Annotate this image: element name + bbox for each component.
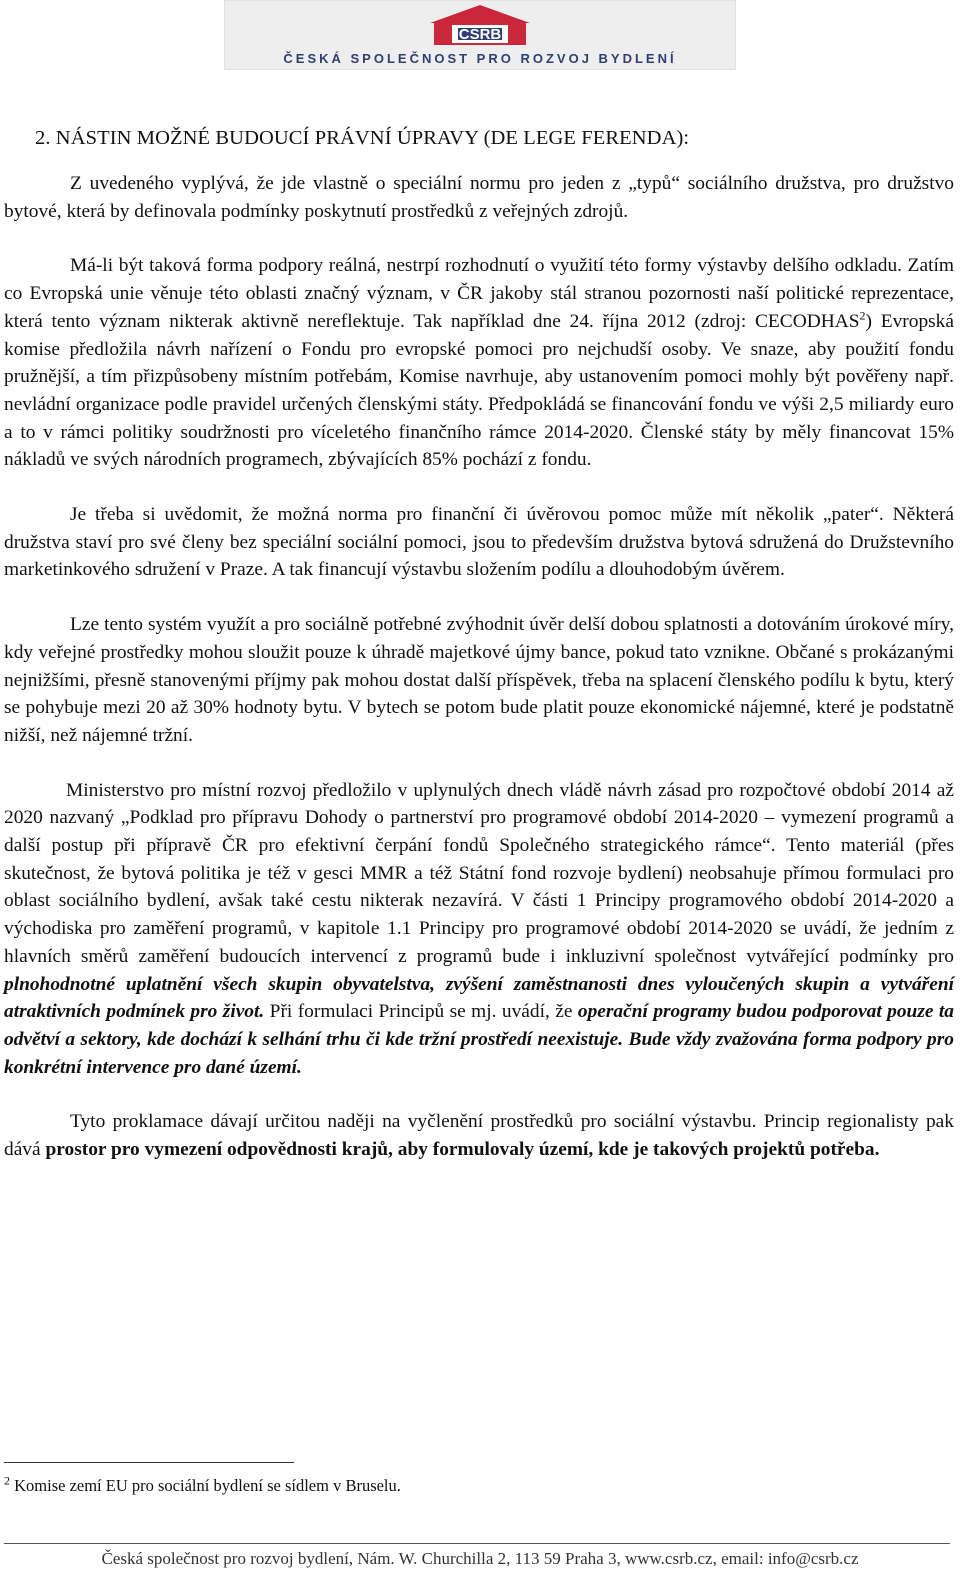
- footnote-number: 2: [4, 1473, 10, 1488]
- paragraph-6-bold: prostor pro vymezení odpovědnosti krajů, aby formulovaly území, kde je takových projektů potřeba.: [45, 1139, 880, 1161]
- paragraph-6: [4, 1108, 954, 1163]
- paragraph-2: [4, 252, 954, 474]
- page-footer: Česká společnost pro rozvoj bydlení, Nám. W. Churchilla 2, 113 59 Praha 3, www.csrb.cz, email: info@csrb.cz: [101, 1549, 859, 1568]
- paragraph-1: Z uvedeného vyplývá, že jde vlastně o speciální normu pro jeden z „typů“ sociálního družstva, pro družstvo bytové, která by definovala podmínky poskytnutí prostředků z veřejných zdrojů.: [4, 173, 954, 222]
- paragraph-4: Lze tento systém využít a pro sociálně potřebné zvýhodnit úvěr delší dobou splatnosti a dotováním úrokové míry, kdy veřejné prostředky mohou sloužit pouze k úhradě majetkové újmy bance, pokud tato vznikne. Občané s prokázanými nejnižšími, přesně stanovenými příjmy pak mohou dostat další příspěvek, třeba na splacení členského podílu k bytu, který se pohybuje mezi 20 až 30% hodnoty bytu. V bytech se potom bude platit pouze ekonomické nájemné, které je podstatně nižší, než nájemné tržní.: [4, 614, 954, 746]
- csrb-logo-icon: [400, 3, 560, 47]
- footnote-text: Komise zemí EU pro sociální bydlení se sídlem v Bruselu.: [10, 1476, 401, 1495]
- paragraph-5-text-a: Ministerstvo pro místní rozvoj předložilo v uplynulých dnech vládě návrh zásad pro rozpočtové období 2014 až 2020 nazvaný „Podklad pro přípravu Dohody o partnerství pro programové období 2014-2020 – vymezení programů a další postup při přípravě ČR pro efektivní čerpání fondů Společného strategického rámce“. Tento materiál (přes skutečnost, že bytová politika je též v gesci MMR a též Státní fond rozvoje bydlení) neobsahuje přímou formulaci pro oblast sociálního bydlení, avšak také cestu nikterak nezavírá. V části 1 Principy programového období 2014-2020 a východiska pro zaměření programů, v kapitole 1.1 Principy pro programové období 2014-2020 se uvádí, že jedním z hlavních směrů zaměření budoucích intervencí z programů bude i inkluzivní společnost vytvářející podmínky pro: [4, 779, 954, 967]
- document-body: [4, 124, 954, 1191]
- paragraph-6-text-a: Tyto proklamace dávají určitou naději na vyčlenění prostředků pro sociální výstavbu. Princip regionalisty pak dává: [4, 1111, 954, 1161]
- logo-text: ČSRB: [458, 26, 502, 43]
- section-title: 2. NÁSTIN MOŽNÉ BUDOUCÍ PRÁVNÍ ÚPRAVY (DE LEGE FERENDA):: [35, 127, 690, 149]
- paragraph-3: Je třeba si uvědomit, že možná norma pro finanční či úvěrovou pomoc může mít několik „pater“. Některá družstva staví pro své členy bez speciální sociální pomoci, jsou to především družstva bytová sdružená do Družstevního marketinkového sdružení v Praze. A tak financují výstavbu složením podílu a dlouhodobým úvěrem.: [4, 504, 954, 581]
- org-name: ČESKÁ SPOLEČNOST PRO ROZVOJ BYDLENÍ: [283, 51, 677, 66]
- paragraph-5-emphasis-2: operační programy budou podporovat pouze ta odvětví a sektory, kde dochází k selhání trhu či kde tržní prostředí neexistuje. Bude vždy zvažována forma podpory pro konkrétní intervence pro dané území.: [4, 1001, 954, 1078]
- paragraph-5-emphasis-1: plnohodnotné uplatnění všech skupin obyvatelstva, zvýšení zaměstnanosti dnes vyloučených skupin a vytváření atraktivních podmínek pro život.: [4, 973, 954, 1023]
- paragraph-2-text-b: ) Evropská komise předložila návrh nařízení o Fondu pro evropské pomoci pro nejchudší osoby. Ve snaze, aby použití fondu pružnější, a tím přizpůsobeny místním potřebám, Komise navrhuje, aby ustanovením pomoci mohly být pověřeny např. nevládní organizace podle pravidel určených členskými státy. Předpokládá se financování fondu ve výši 2,5 miliardy euro a to v rámci politiky soudržnosti pro víceletého finančního rámce 2014-2020. Členské státy by měly financovat 15% nákladů ve svých národních programech, zbývajících 85% pochází z fondu.: [4, 310, 954, 471]
- header-logo: [224, 0, 736, 70]
- paragraph-5: [4, 777, 954, 1082]
- footnote-ref[interactable]: 2: [859, 308, 866, 323]
- footer-divider: [4, 1543, 950, 1544]
- footnote: [4, 1474, 401, 1498]
- footnote-divider: [4, 1462, 294, 1463]
- paragraph-5-text-c: Při formulaci Principů se mj. uvádí, že: [269, 1001, 573, 1023]
- paragraph-2-text-a: Má-li být taková forma podpory reálná, nestrpí rozhodnutí o využití této formy výstavby delšího odkladu. Zatím co Evropská unie věnuje této oblasti značný význam, v ČR jakoby stál stranou pozornosti naší politické reprezentace, která tento význam nikterak aktivně nereflektuje. Tak například dne 24. října 2012 (zdroj: CECODHAS: [4, 255, 954, 332]
